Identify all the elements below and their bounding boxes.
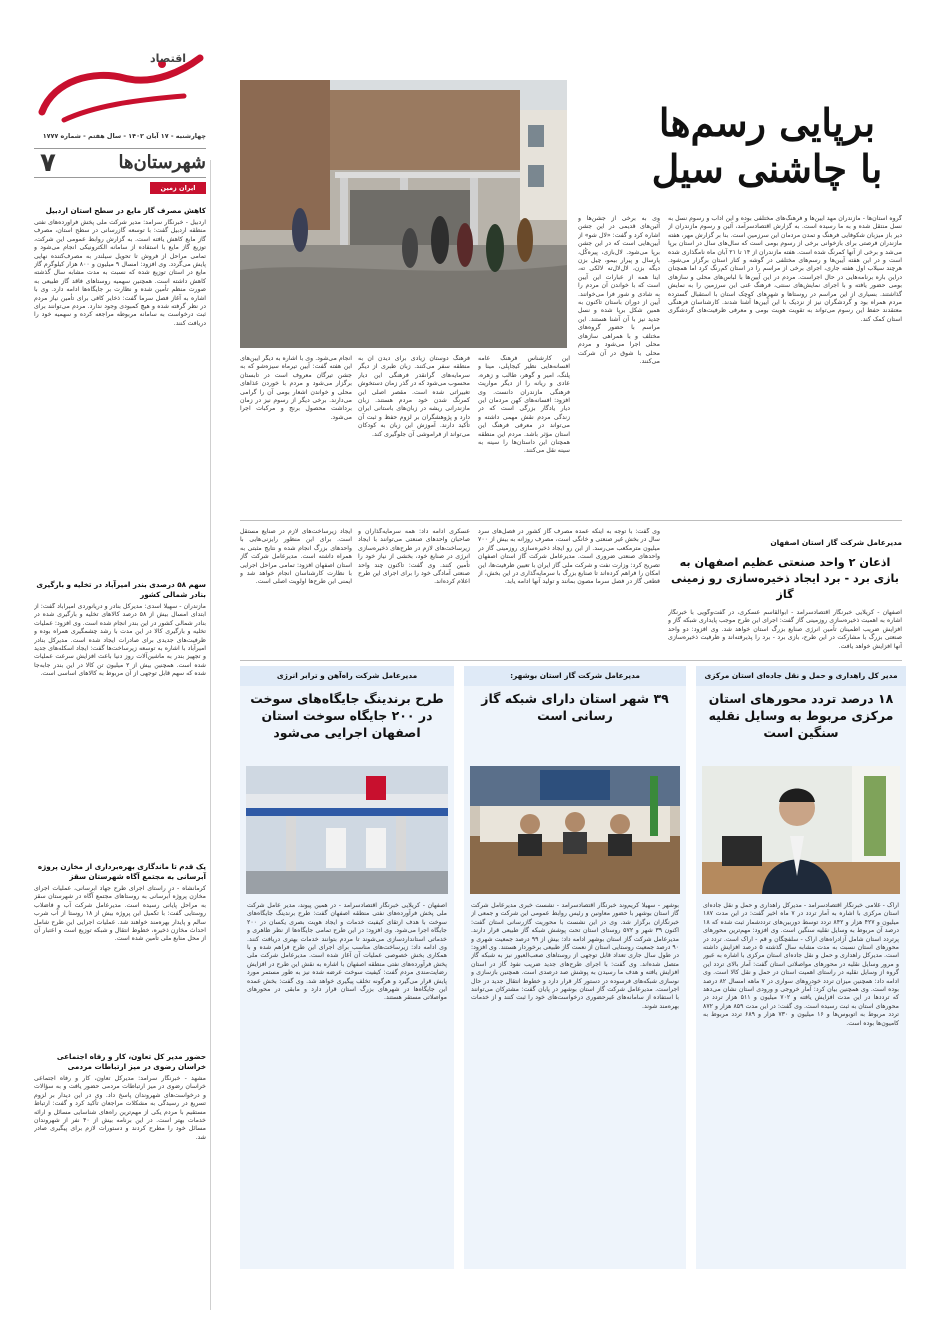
section-divider [240,520,902,521]
sidebar-story [34,862,206,1042]
section-title: شهرستان‌ها [118,152,206,173]
main-story-column: گروه استان‌ها - مازندران مهد آیین‌ها و فرهنگ‌های مختلفی بوده و این آداب و رسوم نسل به نسل منتقل شده و به ما رسیده است. به گزارش اقتصادسرآمد، آئین و رسوم مازندران از دیر باز میزبان شکوفایی فرهنگ و تمدن مردمان این سرزمین است. بنا بر گزارش مهر، هفته مازندران فرصتی برای بازخوانی برخی از رسوم بومی است که سال‌های سال در استان برپا می‌شد و برخی از آنها کمرنگ شده است. هفته مازندران از ۱۴ تا ۲۱ آبان ماه نامگذاری شده است و در این هفته آیین‌ها و رسم‌های مختلفی در گوشه و کنار استان برگزار می‌شود. هرچند سیلاب اول هفته جاری، اجرای برخی از مراسم را در استان کم‌رنگ کرد اما همچنان دراین باره برنامه‌هایی در حال اجراست. مردم در این آیین‌ها با لباس‌های محلی و سازهای بومی حضور یافته و با اجرای نمایش‌های سنتی، فرهنگ غنی این سرزمین را به نمایش گذاشتند. بسیاری از این مراسم در روستاها و شهرهای کوچک استان با استقبال گسترده مردم همراه بود و گردشگران نیز از نزدیک با این آیین‌ها آشنا شدند. کارشناسان فرهنگی معتقدند حفظ این رسوم می‌تواند به تقویت هویت بومی و معرفی ظرفیت‌های گردشگری استان کمک کند. [668,215,902,323]
sidebar-story-headline: سهم ۵۸ درصدی بندر امیرآباد در تخلیه و بارگیری بنادر شمالی کشور [36,580,206,599]
box-body: اراک - غلامی خبرنگار اقتصادسرآمد - مدیرکل راهداری و حمل و نقل جاده‌ای استان مرکزی با اشاره به آمار تردد در ۷ ماه اخیر گفت: در این مدت ۱۸۷ میلیون و ۴۲۷ هزار و ۸۴۲ تردد توسط دوربین‌های ترددشمار ثبت شده که ۱۸ درصد آن مربوط به وسایل نقلیه سنگین است. وی افزود: مهم‌ترین محورهای پرتردد استان شامل آزادراه‌های اراک - سلفچگان و قم - اراک است. تردد در محورهای استان نسبت به مدت مشابه سال گذشته ۵ درصد افزایش داشته است. مدیرکل راهداری و حمل و نقل جاده‌ای استان مرکزی با اشاره به عبور و مرور وسایل نقلیه در محورهای مواصلاتی استان گفت: آمار بالای تردد این گروه از وسایل نقلیه در راستای اهمیت استان در حمل و نقل کالا است. وی ادامه داد: همچنین میزان تردد خودروهای سواری در ۷ ماهه امسال ۸۲ درصد بوده است. وی همچنین بیان کرد: آمار خروجی و ورودی استان نشان می‌دهد که ترددها در این مدت افزایش یافته و ۷۰۲ میلیون و ۵۱۱ هزار تردد در محورهای استان به ثبت رسیده است. وی گفت: در این مدت ۸۵۹ هزار و ۸۷۲ تردد مربوط به اتوبوس‌ها و ۱۶ میلیون و ۷۳۰ هزار و ۶۸۹ تردد مربوط به کامیون‌ها بوده است. [703,902,899,1027]
isfahan-body: اصفهان - کریلایی خبرنگار اقتصادسرآمد - ابوالقاسم عسکری، در گفت‌وگویی با خبرنگار اشاره به اهمیت ذخیره‌سازی روزمینی گاز گفت: اجرای این طرح موجب پایداری شبکه گاز و افزایش ضریب اطمینان تأمین انرژی صنایع بزرگ استان خواهد شد. وی افزود: دو واحد صنعتی بزرگ با مشارکت در این طرح، بازی برد - برد را پذیرفته‌اند و ظرفیت ذخیره‌سازی آنها افزایش خواهد یافت. [668,609,902,650]
sidebar-story-headline: کاهش مصرف گاز مایع در سطح استان اردبیل [45,206,206,215]
sidebar-story [34,206,206,576]
main-headline-line-1: برپایی رسم‌ها [658,100,876,145]
main-headline [632,100,902,192]
box-title: ۳۹ شهر استان دارای شبکه گاز رسانی است [481,691,669,723]
sidebar-story-body: مازندران - سهیلا اسدی: مدیرکل بنادر و دریانوردی امیرآباد گفت: از ابتدای امسال بیش از ۵۸ درصد کالاهای تخلیه و بارگیری شده در بنادر شمالی کشور در این بندر انجام شده است. وی افزود: عملیات تخلیه و بارگیری کالا در این مدت با رشد چشمگیری همراه بوده و ظرفیت‌های جدیدی برای صادرات ایجاد شده است. مدیرکل بنادر امیرآباد با اشاره به توسعه زیرساخت‌ها گفت: ایجاد اسکله‌های جدید و تجهیز بندر به ماشین‌آلات روز دنیا باعث افزایش سرعت عملیات شده است. همچنین بیش از ۲ میلیون تن کالا در این بندر جابه‌جا شده که سهم قابل توجهی از آن مربوط به کالاهای اساسی است. [34,603,206,678]
box-photo [702,766,900,894]
main-photo-graphic [240,80,567,348]
box-kicker: مدیر کل راهداری و حمل و نقل جاده‌ای استان مرکزی [696,666,906,686]
section-bar [34,148,206,178]
main-headline-line-2: با چاشنی سیل [651,146,883,191]
news-box-markazi [696,666,906,1269]
box-body: اصفهان - کریلایی خبرنگار اقتصادسرآمد - در همین پیوند، مدیر عامل شرکت ملی پخش فرآورده‌های نفتی منطقه اصفهان گفت: طرح برندینگ جایگاه‌های سوخت با هدف ارتقای کیفیت خدمات و ایجاد هویت بصری یکسان در ۲۰۰ جایگاه اجرا می‌شود. وی افزود: در این طرح تمامی جایگاه‌ها از نظر ظاهری و خدماتی استانداردسازی می‌شوند تا مردم بتوانند خدمات بهتری دریافت کنند. وی ادامه داد: زیرساخت‌های مناسب برای اجرای این طرح فراهم شده و با همکاری بخش خصوصی عملیات آن آغاز شده است. مدیرعامل شرکت ملی پخش فرآورده‌های نفتی منطقه اصفهان با اشاره به نقش این طرح در افزایش رضایت‌مندی مردم گفت: کیفیت سوخت عرضه شده نیز به طور مستمر مورد پایش قرار می‌گیرد و هرگونه تخلف پیگیری خواهد شد. وی گفت: بخش عمده این جایگاه‌ها در شهرهای بزرگ استان قرار دارد و مابقی در محورهای مواصلاتی مستقر هستند. [247,902,447,1002]
dateline: چهارشنبه - ۱۷ آبان ۱۴۰۲ - سال هفتم - شماره ۱۷۷۷ [42,132,206,140]
sidebar-story [34,580,206,850]
box-title: طرح برندینگ جایگاه‌های سوخت در ۲۰۰ جایگاه سوخت استان اصفهان اجرایی می‌شود [250,691,444,740]
newspaper-logo [34,50,206,130]
main-story-column: انجام می‌شود. وی با اشاره به دیگر آیین‌های این هفته گفت: آیین تیرماه سیزه‌شو که به جشن تیرگان معروف است در تابستان برگزار می‌شود و مردم با خوردن غذاهای محلی و خواندن اشعار بومی آن را گرامی می‌دارند. برخی دیگر از رسوم نیز در زمان برداشت محصول برنج و مرکبات اجرا می‌شود. [240,355,352,421]
section-divider [240,660,902,661]
region-badge: ایران زمین [150,182,206,194]
box-photo-graphic [246,766,448,894]
main-story-column: فرهنگ دوستان زیادی برای دیدن آن به منطقه سفر می‌کنند. زبان طبری از دیگر سرمایه‌های گرانقدر فرهنگی این دیار محسوب می‌شود که در گذر زمان دستخوش تغییراتی شده است. مقصر اصلی این کمرنگ شدن خود مردم هستند. زبان مازندرانی ریشه در زبان‌های باستانی ایران دارد و پژوهشگران بر لزوم حفظ و ثبت آن تأکید دارند. آموزش این زبان به کودکان می‌تواند از فراموشی آن جلوگیری کند. [358,355,470,438]
box-body: بوشهر - سهیلا کریم‌وند خبرنگار اقتصادسرآمد - نشست خبری مدیرعامل شرکت گاز استان بوشهر با حضور معاونین و رئیس روابط عمومی این شرکت و جمعی از خبرنگاران برگزار شد. وی در این نشست با محوریت گازرسانی استان گفت: اکنون ۳۹ شهر و ۵۷۲ روستای استان تحت پوشش شبکه گاز طبیعی قرار دارند. مدیرعامل شرکت گاز استان بوشهر ادامه داد: بیش از ۹۹ درصد جمعیت شهری و ۹۰ درصد جمعیت روستایی استان از نعمت گاز طبیعی برخوردار هستند. وی افزود: در طول سال جاری تعداد قابل توجهی از روستاهای صعب‌العبور نیز به شبکه گاز متصل شده‌اند. وی گفت: با اجرای طرح‌های جدید ضریب نفوذ گاز در استان افزایش یافته و هدف ما رسیدن به پوشش صد درصدی است. همچنین بازسازی و نوسازی شبکه‌های فرسوده در دستور کار قرار دارد و خطوط انتقال جدید در حال اجراست. مدیرعامل شرکت گاز استان بوشهر در پایان گفت: مشترکان می‌توانند با استفاده از سامانه‌های غیرحضوری درخواست‌های خود را ثبت کنند و از خدمات بهره‌مند شوند. [471,902,679,1010]
news-box-isfahan-fuel [240,666,454,1269]
sidebar-story-headline: یک قدم تا ماندگاری بهره‌برداری از مخازن پروژه آبرسانی به مجتمع آگاه شهرستان سقز [37,862,206,881]
sidebar-divider [210,160,211,1310]
sidebar-story-body: اردبیل - خبرنگار سرآمد: مدیر شرکت ملی پخش فرآورده‌های نفتی منطقه اردبیل گفت: با توسعه گازرسانی در سطح استان، مصرف گاز مایع کاهش یافته است. به گزارش روابط عمومی این شرکت، توزیع گاز مایع با استفاده از سامانه الکترونیکی انجام می‌شود و تمامی مراحل از فروش تا تحویل سیلندر به مصرف‌کننده نهایی پایش می‌گردد. وی افزود: امسال ۹ میلیون و ۸۰۰ هزار کیلوگرم گاز مایع در استان توزیع شده که نسبت به مدت مشابه سال گذشته کاهش داشته است. همچنین سهمیه روستاهای فاقد گاز طبیعی به صورت منظم تأمین شده و نظارت بر جایگاه‌ها ادامه دارد. وی با اشاره به آغاز فصل سرما گفت: ذخایر کافی برای تأمین نیاز مردم در نظر گرفته شده و هیچ کمبودی وجود ندارد. مردم می‌توانند برای ثبت درخواست به سامانه مربوطه مراجعه کرده و سهمیه خود را دریافت کنند. [34,219,206,327]
box-photo [246,766,448,894]
logo-subtitle: اقتصاد [150,52,187,65]
box-photo [470,766,680,894]
isfahan-title: اذعان ۲ واحد صنعتی عظیم اصفهان به بازی برد - برد ایجاد ذخیره‌سازی رو زمینی گاز [671,556,899,601]
page-number: ۷ [40,148,56,178]
isfahan-kicker: مدیرعامل شرکت گاز استان اصفهان [770,538,902,547]
main-story-column: این کارشناس فرهنگ عامه افسانه‌هایی نظیر کیجاپلی، مینا و پلنگ، امیر و گوهر، طالب و زهره، عادی و ریانه را از دیگر مواریث فرهنگی مازندران دانست. وی افزود: افسانه‌های کهن مردمان این دیار یادگار بزرگی است که در زندگی مردم نقش مهمی داشته و می‌تواند در معرفی فرهنگ این استان مؤثر باشد. مردم این منطقه همچنان این داستان‌ها را سینه به سینه نقل می‌کنند. [478,355,570,455]
box-kicker: مدیرعامل شرکت گاز استان بوشهر: [464,666,686,686]
main-photo [240,80,567,348]
news-box-bushehr [464,666,686,1269]
isfahan-column: وی گفت: با توجه به اینکه عمده مصرف گاز کشور در فصل‌های سرد سال در بخش غیر صنعتی و خانگی است، مصرف روزانه به بیش از ۷۰۰ میلیون مترمکعب می‌رسد. از این رو ایجاد ذخیره‌سازی روزمینی گاز در واحدهای صنعتی ضروری است. مدیرعامل شرکت گاز استان اصفهان تصریح کرد: وزارت نفت و شرکت ملی گاز ایران با تعیین ظرفیت‌ها، این امکان را فراهم کرده‌اند تا صنایع بزرگ با سرمایه‌گذاری در این بخش، از قطعی گاز در فصل سرما مصون بمانند و تولید آنها ادامه یابد. [478,528,660,586]
box-photo-graphic [470,766,680,894]
isfahan-column: ایجاد زیرساخت‌های لازم در صنایع مستقل است. برای این منظور رایزنی‌هایی با واحدهای بزرگ انجام شده و نتایج مثبتی به همراه داشته است. مدیرعامل شرکت گاز استان اصفهان افزود: تمامی مراحل اجرایی با نظارت کارشناسان انجام خواهد شد و ایمنی این طرح‌ها اولویت اصلی است. [240,528,352,586]
box-title: ۱۸ درصد تردد محورهای استان مرکزی مربوط به وسایل نقلیه سنگین است [708,691,894,740]
sidebar-story-body: مشهد - خبرنگار سرآمد: مدیرکل تعاون، کار و رفاه اجتماعی خراسان رضوی در میز ارتباطات مردمی حضور یافت و به سؤالات و درخواست‌های شهروندان پاسخ داد. وی در این دیدار بر لزوم تسریع در رسیدگی به مشکلات مراجعان تأکید کرد و گفت: ارتباط مستقیم با مردم یکی از مهم‌ترین راه‌های شناسایی مسائل و ارائه خدمات بهتر است. در این برنامه بیش از ۴۰ نفر از شهروندان مسائل خود را مطرح کردند و دستورات لازم برای پیگیری صادر شد. [34,1075,206,1141]
main-story-column: وی به برخی از جشن‌ها و آئین‌های قدیمی در این جشن اشاره کرد و گفت: «لال شو» از آیین‌هایی است که در این جشن برپا می‌شود. لال‌بازی، پیره‌کُل، پارسال و پیرار بیمو، چیل بزن دیگه بزن، لال‌لال‌ته لالکی ته، اینا همه از عبارات این آیین است که با خواندن آن مردم را به شادی و شور فرا می‌خوانند. آیین از دوران باستان تاکنون به همین شکل برپا شده و نسل جدید نیز با آن آشنا هستند. این مراسم با حضور گروه‌های مختلف و با همراهی سازهای محلی اجرا می‌شود و مردم محلی با شوق در آن شرکت می‌کنند. [578,215,660,365]
sidebar-story-headline: حضور مدیر کل تعاون، کار و رفاه اجتماعی خراسان رضوی در میز ارتباطات مردمی [56,1052,206,1071]
sidebar-story [34,1052,206,1242]
sidebar-story-body: کرمانشاه - در راستای اجرای طرح جهاد آبرسانی، عملیات اجرای مخازن پروژه آبرسانی به روستاهای مجتمع آگاه در شهرستان سقز به مراحل پایانی رسیده است. مدیرعامل شرکت آب و فاضلاب روستایی گفت: با تکمیل این پروژه بیش از ۱۸ روستا از آب شرب سالم و پایدار بهره‌مند خواهند شد. عملیات اجرایی این طرح شامل احداث مخازن ذخیره، خطوط انتقال و شبکه توزیع است و اعتبار آن از محل منابع ملی تأمین شده است. [34,885,206,943]
box-kicker: مدیرعامل شرکت راه‌آهن و ترابر انرژی [240,666,454,686]
isfahan-column: عسکری ادامه داد: همه سرمایه‌گذاران و صاحبان واحدهای صنعتی می‌توانند با ایجاد زیرساخت‌های لازم در طرح‌های ذخیره‌سازی انرژی در صنایع خود، بخشی از نیاز خود را تأمین کنند. وی گفت: تاکنون چند واحد صنعتی آمادگی خود را برای اجرای این طرح اعلام کرده‌اند. [358,528,470,586]
box-photo-graphic [702,766,900,894]
